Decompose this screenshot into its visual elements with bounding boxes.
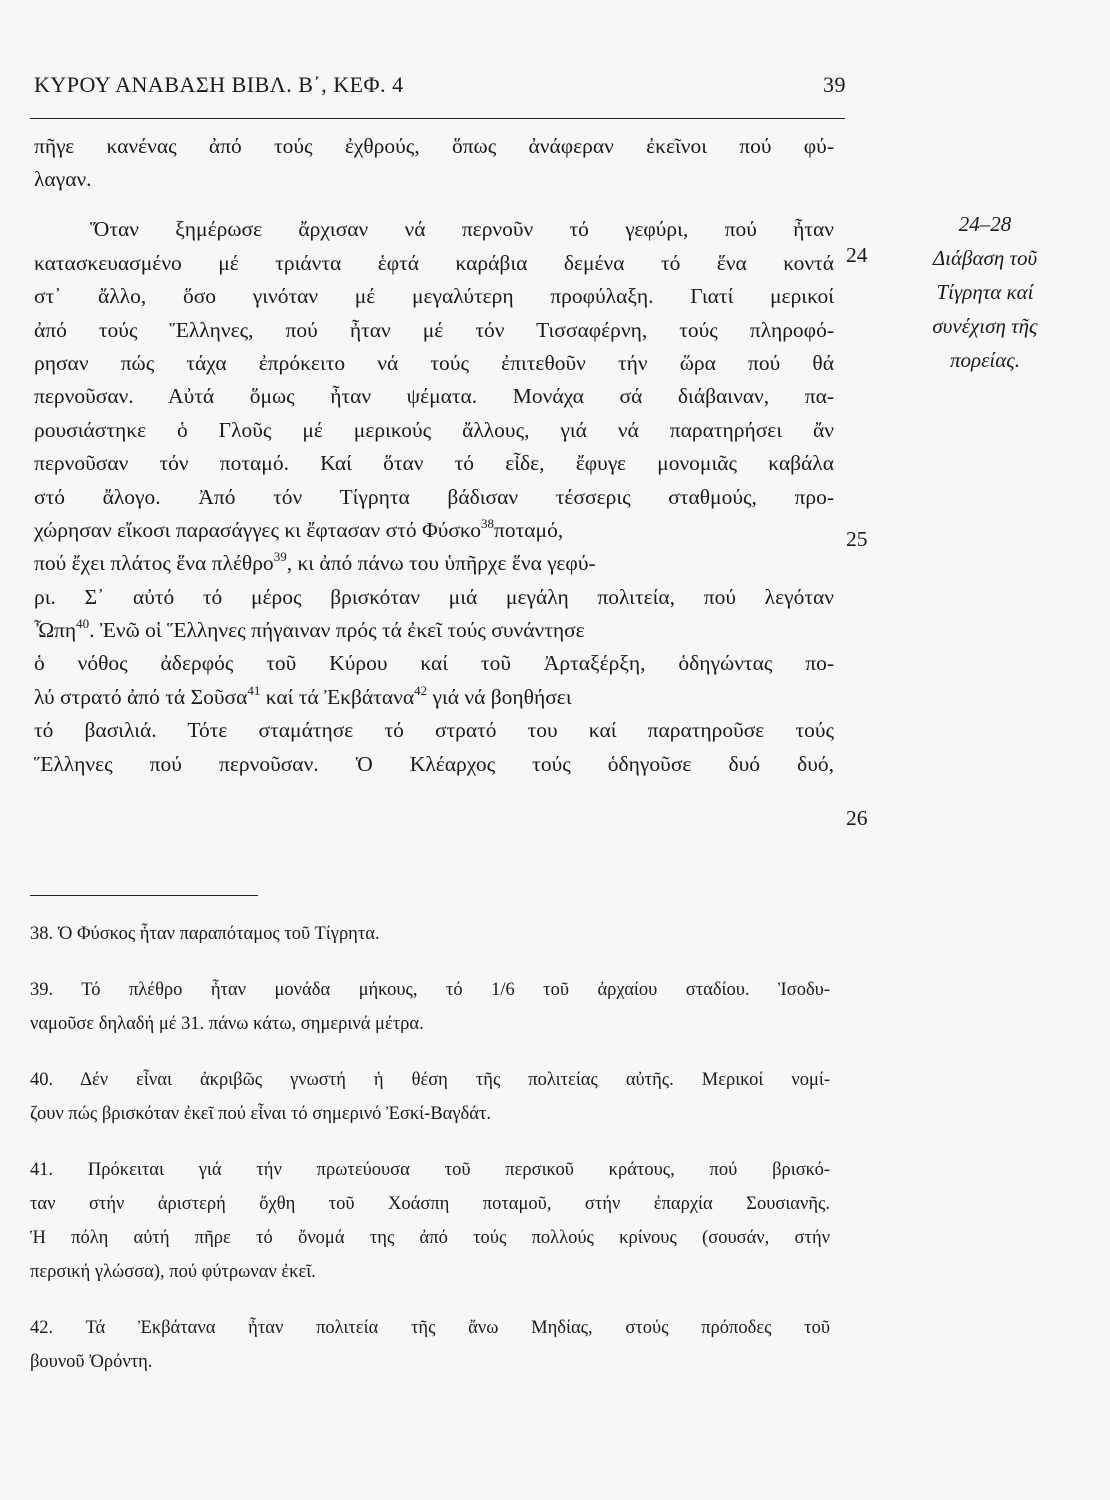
- text-line: περνοῦσαν τόν ποταμό. Καί ὅταν τό εἶδε, ἔφυγε μονομιᾶς καβάλα: [34, 451, 834, 476]
- footnote-line: 39. Τό πλέθρο ἦταν μονάδα μήκους, τό 1/6 τοῦ ἀρχαίου σταδίου. Ἰσοδυ-: [30, 980, 830, 1000]
- margin-line: Τίγρητα καί: [936, 280, 1034, 304]
- footnotes: [30, 917, 830, 1401]
- footnote-line: περσική γλώσσα), πού φύτρωναν ἐκεῖ.: [30, 1262, 316, 1282]
- text-line: [34, 614, 834, 647]
- text-line: περνοῦσαν. Αὐτά ὅμως ἦταν ψέματα. Μονάχα σά διάβαιναν, πα-: [34, 384, 834, 409]
- footnote-line: βουνοῦ Ὀρόντη.: [30, 1352, 153, 1372]
- text-line: Ὅταν ξημέρωσε ἄρχισαν νά περνοῦν τό γεφύρι, πού ἦταν: [90, 217, 834, 242]
- footnote-ref-38[interactable]: 38: [481, 515, 495, 531]
- footnote-ref-42[interactable]: 42: [414, 682, 428, 698]
- text-segment: . Ἐνῶ οἱ Ἕλληνες πήγαιναν πρός τά ἐκεῖ τούς συνάντησε: [89, 618, 585, 643]
- section-number-24: 24: [846, 243, 868, 267]
- margin-range: 24–28: [958, 212, 1012, 236]
- text-segment: πού ἔχει πλάτος ἕνα πλέθρο: [34, 551, 274, 576]
- text-line: τό βασιλιά. Τότε σταμάτησε τό στρατό του καί παρατηροῦσε τούς: [34, 718, 834, 743]
- margin-line: πορείας.: [949, 348, 1020, 372]
- running-head-title: ΚΥΡΟΥ ΑΝΑΒΑΣΗ ΒΙΒΛ. Β΄, ΚΕΦ. 4: [34, 72, 404, 97]
- footnote-39: [30, 973, 830, 1041]
- text-line: ὁ νόθος ἀδερφός τοῦ Κύρου καί τοῦ Ἀρταξέρξη, ὁδηγώντας πο-: [34, 651, 834, 676]
- main-text: [34, 130, 834, 781]
- text-segment: γιά νά βοηθήσει: [427, 684, 572, 709]
- text-line: ρι. Σ᾿ αὐτό τό μέρος βρισκόταν μιά μεγάλη πολιτεία, πού λεγόταν: [34, 584, 834, 609]
- section-number-25: 25: [846, 527, 868, 551]
- page-number: 39: [823, 72, 846, 97]
- footnote-ref-39[interactable]: 39: [273, 549, 287, 565]
- text-line: ἀπό τούς Ἕλληνες, πού ἦταν μέ τόν Τισσαφέρνη, τούς πληροφό-: [34, 317, 834, 342]
- text-line: κατασκευασμένο μέ τριάντα ἑφτά καράβια δεμένα τό ἕνα κοντά: [34, 250, 834, 275]
- footnote-line: 40. Δέν εἶναι ἀκριβῶς γνωστή ἡ θέση τῆς πολιτείας αὐτῆς. Μερικοί νομί-: [30, 1070, 830, 1090]
- footnote-line: 41. Πρόκειται γιά τήν πρωτεύουσα τοῦ περσικοῦ κράτους, πού βρισκό-: [30, 1160, 830, 1180]
- text-line: [34, 681, 834, 714]
- footnote-rule: [30, 895, 258, 896]
- footnote-line: 42. Τά Ἐκβάτανα ἦταν πολιτεία τῆς ἄνω Μηδίας, στούς πρόποδες τοῦ: [30, 1318, 830, 1338]
- footnote-42: [30, 1311, 830, 1379]
- footnote-line: ταν στήν ἀριστερή ὄχθη τοῦ Χοάσπη ποταμοῦ, στήν ἐπαρχία Σουσιανῆς.: [30, 1194, 830, 1214]
- margin-line: Διάβαση τοῦ: [932, 246, 1038, 270]
- footnote-ref-40[interactable]: 40: [76, 615, 90, 631]
- text-line: [34, 514, 834, 547]
- text-line: λαγαν.: [34, 167, 92, 192]
- text-line: [34, 547, 834, 580]
- header-rule: [30, 118, 845, 119]
- text-segment: , κι ἀπό πάνω του ὑπῆρχε ἕνα γεφύ-: [286, 551, 596, 576]
- footnote-40: [30, 1063, 830, 1131]
- footnote-line: ζουν πώς βρισκόταν ἐκεῖ πού εἶναι τό σημερινό Ἐσκί-Βαγδάτ.: [30, 1104, 492, 1124]
- footnote-41: [30, 1153, 830, 1289]
- text-line: ρησαν πώς τάχα ἐπρόκειτο νά τούς ἐπιτεθοῦν τήν ὥρα πού θά: [34, 350, 834, 375]
- text-segment: καί τά Ἐκβάτανα: [260, 684, 415, 709]
- text-line: στό ἄλογο. Ἀπό τόν Τίγρητα βάδισαν τέσσερις σταθμούς, προ-: [34, 484, 834, 509]
- margin-line: συνέχιση τῆς: [932, 314, 1038, 338]
- text-line: στ᾿ ἄλλο, ὅσο γινόταν μέ μεγαλύτερη προφύλαξη. Γιατί μερικοί: [34, 284, 834, 309]
- text-line: πῆγε κανένας ἀπό τούς ἐχθρούς, ὅπως ἀνάφεραν ἐκεῖνοι πού φύ-: [34, 134, 834, 158]
- footnote-line: Ἡ πόλη αὐτή πῆρε τό ὄνομά της ἀπό τούς πολλούς κρίνους (σουσάν, στήν: [30, 1228, 830, 1248]
- margin-summary: [895, 207, 1075, 377]
- text-segment: λύ στρατό ἀπό τά Σοῦσα: [34, 684, 248, 709]
- footnote-ref-41[interactable]: 41: [247, 682, 261, 698]
- footnote-38: [30, 917, 830, 951]
- text-segment: ποταμό,: [494, 517, 564, 542]
- footnote-line: 38. Ὁ Φύσκος ἦταν παραπόταμος τοῦ Τίγρητα.: [30, 924, 380, 944]
- text-segment: χώρησαν εἴκοσι παρασάγγες κι ἔφτασαν στό Φύσκο: [34, 517, 482, 542]
- footnote-line: ναμοῦσε δηλαδή μέ 31. πάνω κάτω, σημερινά μέτρα.: [30, 1014, 424, 1034]
- text-segment: Ὦπη: [34, 618, 77, 643]
- text-line: ρουσιάστηκε ὁ Γλοῦς μέ μερικούς ἄλλους, γιά νά παρατηρήσει ἄν: [34, 417, 834, 442]
- text-line: Ἕλληνες πού περνοῦσαν. Ὁ Κλέαρχος τούς ὁδηγοῦσε δυό δυό,: [34, 751, 834, 776]
- section-number-26: 26: [846, 806, 868, 830]
